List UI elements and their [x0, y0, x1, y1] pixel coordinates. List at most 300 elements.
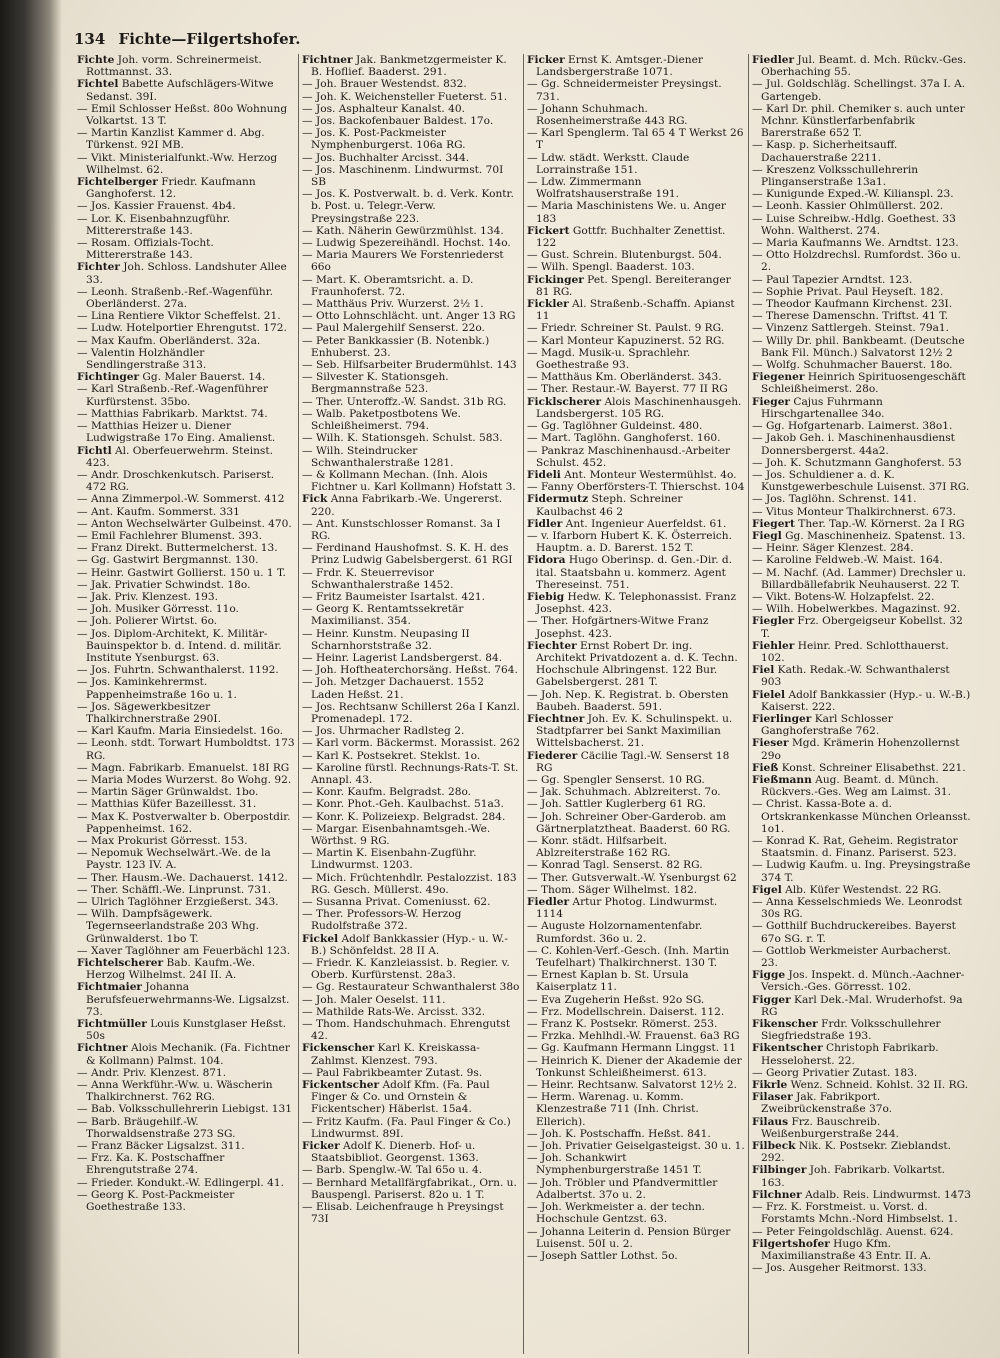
running-title: Fichte—Filgertshofer.: [118, 30, 301, 48]
entry-details: — Heinrich K. Diener der Akademie der Tonkunst Schleißheimerst. 613.: [527, 1054, 742, 1079]
entry-details: — Martin Kanzlist Kammer d. Abg. Türkenst. 92I MB.: [77, 127, 265, 152]
directory-entry: [752, 188, 971, 200]
entry-details: — Bab. Volksschullehrerin Liebigst. 131: [77, 1103, 293, 1116]
directory-entry: [752, 1067, 971, 1079]
directory-entry: [302, 115, 520, 127]
entry-details: — Johanna Leiterin d. Pension Bürger Luisenst. 50I u. 2.: [527, 1225, 731, 1250]
entry-details: Gg. Maler Bauerst. 14.: [139, 371, 266, 384]
entry-details: — Jos. Buchhalter Arcisst. 344.: [302, 151, 470, 164]
entry-details: — Jos. K. Post-Packmeister Nymphenburgerst. 106a RG.: [302, 127, 466, 152]
entry-details: — Gottlob Werkmeister Aurbacherst. 23.: [752, 944, 951, 970]
entry-details: — Valentin Holzhändler Sendlingerstraße 313.: [77, 346, 207, 372]
entry-details: — Friedr. Schreiner St. Paulst. 9 RG.: [527, 322, 725, 335]
directory-entry: [752, 249, 971, 273]
directory-entry: [77, 506, 295, 518]
entry-details: — Gg. Gastwirt Bergmannst. 130.: [77, 554, 259, 567]
entry-details: Louis Kunstglaser Heßst. 50s: [86, 1018, 286, 1043]
entry-details: Artur Photog. Lindwurmst. 1114: [536, 896, 718, 921]
entry-details: — Ant. Kunstschlosser Romanst. 3a I RG.: [302, 517, 501, 542]
directory-entry: [752, 945, 971, 969]
directory-entry: [77, 945, 295, 957]
entry-details: — Friedr. K. Kanzleiassist. b. Regier. v. Oberb. Kurfürstenst. 28a3.: [302, 957, 510, 982]
directory-entry: [77, 383, 295, 407]
entry-details: Joh. Ev. K. Schulinspekt. u. Stadtpfarrer bei Sankt Maximilian Wittelsbacherst. 21.: [536, 712, 733, 750]
directory-entry: [302, 408, 520, 432]
entry-details: — Nepomuk Wechselwärt.-We. de la Paystr. 123 IV. A.: [77, 847, 271, 872]
directory-entry: [77, 1079, 295, 1103]
directory-entry: [752, 286, 971, 298]
entry-details: — Joh. Privatier Geiselgasteigst. 30 u. 1.: [527, 1140, 745, 1153]
directory-entry: [527, 481, 745, 493]
directory-entry: [302, 737, 520, 749]
entry-details: — Joh. Maler Oeselst. 111.: [302, 993, 446, 1006]
entry-details: — Gg. Kaufmann Hermann Linggst. 11: [527, 1042, 736, 1055]
entry-details: — Karl vorm. Bäckermst. Morassist. 262: [302, 737, 520, 750]
directory-entry: [302, 396, 520, 408]
entry-surname: Ficklscherer: [527, 395, 602, 408]
entry-surname: Fickert: [527, 224, 570, 237]
entry-details: — Eva Zugeherin Heßst. 92o SG.: [527, 993, 705, 1006]
entry-details: — Joh. Polierer Wirtst. 6o.: [77, 615, 218, 628]
directory-entry: [302, 1201, 520, 1225]
entry-details: — & Kollmann Mechan. (Inh. Alois Fichtner u. Karl Kollmann) Hofstatt 3.: [302, 468, 516, 494]
directory-entry: [527, 689, 745, 713]
directory-entry: [752, 1226, 971, 1238]
entry-details: Jak. Fabrikport. Zweibrückenstraße 37o.: [761, 1091, 893, 1116]
directory-entry: [527, 1042, 745, 1054]
entry-details: — Jak. Schuhmach. Ablzreiterst. 7o.: [527, 786, 721, 799]
directory-entry: [527, 1201, 745, 1225]
directory-column-4: [749, 54, 974, 1354]
directory-entry: [752, 371, 971, 395]
entry-details: — Konrad Tagl. Senserst. 82 RG.: [527, 859, 703, 872]
directory-entry: [527, 798, 745, 810]
directory-entry: [302, 798, 520, 810]
entry-surname: Fiedler: [752, 54, 795, 66]
entry-details: Adolf Bankkassier (Hyp.- u. W.-B.) Schönfeldst. 28 II A.: [311, 932, 508, 957]
entry-details: — Anton Wechselwärter Gulbeinst. 470.: [77, 517, 292, 530]
directory-entry: [527, 249, 745, 261]
entry-details: Bab. Kaufm.-We. Herzog Wilhelmst. 24I II. A.: [86, 957, 256, 982]
entry-surname: Filbinger: [752, 1164, 807, 1177]
entry-surname: Fiel: [752, 664, 775, 677]
entry-details: — Karl Spenglerm. Tal 65 4 T Werkst 26 T: [527, 127, 744, 152]
directory-entry: [752, 994, 971, 1018]
directory-entry: [527, 945, 745, 969]
entry-details: — Joh. Musiker Görresst. 11o.: [77, 603, 239, 616]
directory-entry: [77, 628, 295, 665]
directory-entry: [752, 542, 971, 554]
directory-entry: [527, 176, 745, 200]
directory-entry: [752, 530, 971, 542]
entry-surname: Fiechter: [527, 639, 577, 652]
entry-details: — Theodor Kaufmann Kirchenst. 23I.: [752, 298, 953, 311]
directory-entry: [302, 1140, 520, 1164]
entry-details: — Gg. Taglöhner Guldeinst. 480.: [527, 420, 703, 433]
entry-details: — Gotthilf Buchdruckereibes. Bayerst 67o SG. r. T.: [752, 920, 956, 945]
entry-details: — Wilh. Hobelwerkbes. Magazinst. 92.: [752, 603, 961, 616]
directory-entry: [752, 640, 971, 664]
directory-entry: [302, 542, 520, 566]
directory-entry: [752, 469, 971, 493]
directory-entry: [752, 1116, 971, 1140]
directory-entry: [527, 920, 745, 944]
entry-details: — Martin Säger Grünwaldst. 1bo.: [77, 786, 259, 799]
entry-details: — Joh. K. Weichensteller Fueterst. 51.: [302, 90, 508, 103]
directory-entry: [302, 1018, 520, 1042]
directory-entry: [752, 689, 971, 713]
entry-details: Aug. Beamt. d. Münch. Rückvers.-Ges. Weg am Laimst. 31.: [761, 773, 951, 799]
entry-details: — M. Nachf. (Ad. Lammer) Drechsler u. Billardbällefabrik Neuhauserst. 22 T.: [752, 566, 967, 591]
directory-entry: [302, 1164, 520, 1176]
directory-entry: [302, 872, 520, 896]
entry-surname: Fichter: [77, 261, 120, 274]
entry-details: — Ant. Kaufm. Sommerst. 331: [77, 505, 240, 518]
directory-entry: [527, 152, 745, 176]
directory-entry: [77, 884, 295, 896]
directory-column-1: [74, 54, 299, 1354]
directory-entry: [527, 469, 745, 481]
entry-details: Al. Oberfeuerwehrm. Steinst. 423.: [86, 444, 273, 469]
entry-details: Cäcilie Tagl.-W. Senserst 18 RG: [536, 749, 730, 774]
entry-details: — Ulrich Taglöhner Erzgießerst. 343.: [77, 896, 279, 909]
entry-details: — Wilh. Dampfsägewerk. Tegernseerlandstraße 203 Whg. Grünwalderst. 1bo T.: [77, 908, 260, 945]
directory-entry: [77, 798, 295, 810]
entry-details: Anna Fabrikarb.-We. Ungererst. 220.: [311, 493, 503, 518]
entry-details: — Ther. Unteroffz.-W. Sandst. 31b RG.: [302, 395, 507, 408]
entry-details: Mgd. Krämerin Hohenzollernst 29o: [761, 737, 960, 762]
directory-entry: [527, 432, 745, 444]
directory-entry: [752, 896, 971, 920]
directory-entry: [77, 579, 295, 591]
entry-details: — Christ. Kassa-Bote a. d. Ortskrankenkasse München Orleansst. 1o1.: [752, 798, 971, 835]
directory-entry: [77, 1116, 295, 1140]
entry-details: — Matthias Fabrikarb. Marktst. 74.: [77, 407, 268, 420]
entry-details: — Frz. K. Forstmeist. u. Vorst. d. Forstamts Mchn.-Nord Himbselst. 1.: [752, 1201, 958, 1226]
entry-surname: Fidler: [527, 517, 563, 530]
entry-details: — Ther. Schäffl.-We. Linprunst. 731.: [77, 883, 272, 896]
entry-surname: Filgertshofer: [752, 1237, 830, 1250]
directory-entry: [77, 1140, 295, 1152]
directory-entry: [77, 469, 295, 493]
directory-entry: [752, 713, 971, 737]
directory-entry: [77, 310, 295, 322]
directory-entry: [77, 335, 295, 347]
directory-entry: [302, 237, 520, 249]
directory-entry: [302, 652, 520, 664]
directory-entry: [752, 457, 971, 469]
entry-details: — Emil Fachlehrer Blumenst. 393.: [77, 529, 262, 542]
book-binding-shadow: [0, 0, 62, 1358]
entry-details: Alb. Küfer Westendst. 22 RG.: [781, 883, 942, 896]
directory-entry: [752, 1238, 971, 1262]
entry-details: Hedw. K. Telephonassist. Franz Josephst. 423.: [536, 590, 737, 616]
entry-details: Joh. Fabrikarb. Volkartst. 163.: [761, 1164, 946, 1189]
directory-entry: [302, 811, 520, 823]
entry-surname: Fießmann: [752, 773, 812, 786]
entry-surname: Fichte: [77, 54, 115, 66]
directory-entry: [752, 798, 971, 835]
entry-surname: Fickler: [527, 298, 569, 311]
directory-entry: [77, 872, 295, 884]
directory-entry: [752, 310, 971, 322]
entry-details: — Pankraz Maschinenhausd.-Arbeiter Schulst. 452.: [527, 444, 731, 469]
directory-entry: [77, 774, 295, 786]
directory-entry: [752, 322, 971, 334]
directory-entry: [302, 750, 520, 762]
directory-entry: [527, 383, 745, 395]
entry-surname: Fichtinger: [77, 371, 140, 384]
entry-details: Frz. Obergeigseur Kobellst. 32 T.: [761, 615, 963, 640]
entry-details: Adolf K. Dienerb. Hof- u. Staatsbibliot. Georgenst. 1363.: [311, 1140, 479, 1165]
directory-entry: [302, 371, 520, 395]
entry-details: — Luise Schreibw.-Hdlg. Goethest. 33 Wohn. Waltherst. 274.: [752, 212, 956, 237]
directory-entry: [752, 518, 971, 530]
entry-details: — Vikt. Botens-W. Holzapfelst. 22.: [752, 590, 935, 603]
entry-surname: Filchner: [752, 1188, 802, 1201]
entry-details: — Maria Modes Wurzerst. 8o Wohg. 92.: [77, 773, 292, 786]
entry-details: — Matthäus Km. Oberländerst. 343.: [527, 371, 722, 384]
entry-details: — Konr. städt. Hilfsarbeit. Ablzreiterstraße 162 RG.: [527, 835, 671, 860]
directory-entry: [752, 139, 971, 163]
entry-details: — Joh. Sattler Kuglerberg 61 RG.: [527, 798, 706, 811]
directory-entry: [752, 737, 971, 761]
entry-details: — Joh. K. Schutzmann Ganghoferst. 53: [752, 456, 962, 469]
entry-details: — Ldw. Zimmermann Wolfratshauserstraße 191.: [527, 176, 680, 201]
entry-surname: Fichtmaier: [77, 981, 143, 994]
directory-entry: [77, 1042, 295, 1066]
directory-entry: [77, 908, 295, 945]
entry-details: — Jos. Rechtsanw Schillerst 26a I Kanzl. Promenadepl. 172.: [302, 700, 520, 725]
entry-surname: Fikentscher: [752, 1042, 823, 1055]
entry-details: — Joh. K. Postschaffn. Heßst. 841.: [527, 1127, 711, 1140]
entry-details: — Joh. Nep. K. Registrat. b. Obersten Baubeh. Baaderst. 591.: [527, 688, 729, 713]
entry-details: — Jos. Kassier Frauenst. 4b4.: [77, 200, 236, 213]
directory-entry: [752, 493, 971, 505]
entry-details: — Maria Kaufmanns We. Arndtst. 123.: [752, 237, 959, 250]
directory-entry: [752, 274, 971, 286]
directory-entry: [77, 530, 295, 542]
directory-entry: [302, 469, 520, 493]
directory-entry: [527, 1091, 745, 1128]
entry-surname: Fiegl: [752, 529, 782, 542]
directory-entry: [527, 859, 745, 871]
entry-details: — Heinr. Kunstm. Neupasing II Scharnhorststraße 32.: [302, 627, 470, 652]
entry-details: — v. Ifarborn Hubert K. K. Österreich. Hauptm. a. D. Barerst. 152 T.: [527, 529, 732, 555]
directory-entry: [527, 445, 745, 469]
directory-entry: [77, 603, 295, 615]
directory-entry: [77, 322, 295, 334]
entry-details: — Paul Malergehilf Senserst. 22o.: [302, 322, 485, 335]
entry-details: Cajus Fuhrmann Hirschgartenallee 34o.: [761, 395, 885, 420]
directory-entry: [752, 615, 971, 639]
entry-details: — Fanny Oberförsters-T. Thierschst. 104: [527, 481, 745, 494]
directory-entry: [77, 567, 295, 579]
entry-surname: Ficker: [527, 54, 565, 66]
entry-details: Ant. Ingenieur Auerfeldst. 61.: [562, 517, 727, 530]
entry-details: — Georg K. Post-Packmeister Goethestraße 133.: [77, 1188, 235, 1214]
entry-surname: Fickinger: [527, 273, 584, 286]
entry-surname: Fieß: [752, 761, 779, 774]
entry-details: Joh. vorm. Schreinermeist. Rottmannst. 33.: [86, 54, 262, 79]
directory-entry: [752, 1189, 971, 1201]
entry-details: — Joh. Schankwirt Nymphenburgerstraße 1451 T.: [527, 1152, 702, 1177]
entry-surname: Fichtner: [77, 1042, 128, 1055]
entry-details: Al. Straßenb.-Schaffn. Apianst 11: [536, 298, 735, 323]
entry-details: Pet. Spengl. Bereiteranger 81 RG.: [536, 273, 731, 298]
entry-details: — Mart. Taglöhn. Ganghoferst. 160.: [527, 432, 721, 445]
entry-details: — Andr. Priv. Klenzest. 871.: [77, 1066, 227, 1079]
entry-surname: Fichtl: [77, 444, 112, 457]
directory-entry: [77, 518, 295, 530]
entry-surname: Fiebig: [527, 590, 565, 603]
entry-surname: Ficker: [302, 1140, 340, 1153]
entry-details: — Vitus Monteur Thalkirchnerst. 673.: [752, 505, 956, 518]
entry-details: — Franz Direkt. Buttermelcherst. 13.: [77, 542, 278, 555]
entry-surname: Filaser: [752, 1091, 793, 1104]
entry-details: — Jos. K. Postverwalt. b. d. Verk. Kontr. b. Post. u. Telegr.-Verw. Preysingstraße 223.: [302, 188, 514, 225]
directory-entry: [527, 1006, 745, 1018]
entry-surname: Fiederer: [527, 749, 578, 762]
entry-details: — Heinr. Säger Klenzest. 284.: [752, 542, 914, 555]
directory-entry: [752, 1201, 971, 1225]
entry-details: — Gg. Restaurateur Schwanthalerst 38o: [302, 981, 520, 994]
directory-entry: [752, 554, 971, 566]
directory-entry: [302, 298, 520, 310]
directory-entry: [77, 237, 295, 261]
entry-details: — Jos. Asphalteur Kanalst. 40.: [302, 102, 465, 115]
entry-details: Adolf Kfm. (Fa. Paul Finger & Co. und Ornstein & Fickentscher) Häberlst. 15a4.: [311, 1079, 490, 1116]
directory-entry: [527, 261, 745, 273]
directory-entry: [752, 969, 971, 993]
directory-entry: [77, 701, 295, 725]
entry-details: — Gg. Schneidermeister Preysingst. 731.: [527, 78, 722, 103]
entry-surname: Fielel: [752, 688, 786, 701]
directory-entry: [527, 615, 745, 639]
directory-entry: [302, 91, 520, 103]
directory-entry: [752, 78, 971, 102]
entry-details: — Jos. Fuhrtn. Schwanthalerst. 1192.: [77, 664, 279, 677]
directory-entry: [77, 1177, 295, 1189]
entry-details: — Ludw. Hotelportier Ehrengutst. 172.: [77, 322, 287, 335]
entry-details: — Maria Maurers We Forstenriederst 66o: [302, 249, 504, 274]
directory-entry: [752, 884, 971, 896]
directory-entry: [77, 811, 295, 835]
entry-details: Nik. K. Postsekr. Zieblandst. 292.: [761, 1140, 952, 1165]
entry-details: Babette Aufschlägers-Witwe Sedanst. 39I.: [86, 78, 274, 103]
directory-entry: [527, 774, 745, 786]
entry-details: — Karoline Feldweb.-W. Maist. 164.: [752, 554, 943, 567]
entry-details: — Magd. Musik-u. Sprachlehr. Goethestraße 93.: [527, 346, 691, 372]
entry-details: Konst. Schreiner Elisabethst. 221.: [778, 761, 966, 774]
directory-entry: [77, 1103, 295, 1115]
entry-details: — Jos. Taglöhn. Schrenst. 141.: [752, 493, 917, 506]
entry-surname: Fiechtner: [527, 712, 585, 725]
directory-entry: [527, 811, 745, 835]
entry-details: — Joseph Sattler Lothst. 5o.: [527, 1249, 678, 1262]
directory-entry: [77, 591, 295, 603]
entry-details: — Ernest Kaplan b. St. Ursula Kaiserplatz 11.: [527, 969, 689, 994]
directory-entry: [752, 1140, 971, 1164]
entry-details: — Ludwig Spezereihändl. Hochst. 14o.: [302, 237, 511, 250]
entry-details: — Paul Fabrikbeamter Zutast. 9s.: [302, 1066, 483, 1079]
entry-details: — Thom. Säger Wilhelmst. 182.: [527, 883, 698, 896]
entry-details: — Jak. Privatier Schwindst. 18o.: [77, 578, 251, 591]
directory-entry: [302, 1006, 520, 1018]
directory-entry: [77, 1152, 295, 1176]
entry-details: — Jos. Ausgeher Reitmorst. 133.: [752, 1262, 927, 1275]
directory-entry: [752, 603, 971, 615]
entry-surname: Fikrle: [752, 1079, 788, 1092]
directory-entry: [302, 188, 520, 225]
entry-details: Jos. Inspekt. d. Münch.-Aachner-Versich.-Ges. Görresst. 102.: [761, 969, 965, 994]
directory-entry: [527, 298, 745, 322]
entry-details: — Martin K. Eisenbahn-Zugführ. Lindwurmst. 1203.: [302, 847, 477, 872]
entry-details: — Ldw. städt. Werkstt. Claude Lorrainstraße 151.: [527, 151, 690, 176]
directory-entry: [527, 1250, 745, 1262]
entry-surname: Fichtner: [302, 54, 353, 66]
entry-surname: Fiegener: [752, 371, 805, 384]
entry-details: — Anna Zimmerpol.-W. Sommerst. 412: [77, 493, 285, 506]
directory-entry: [77, 261, 295, 285]
directory-entry: [752, 1042, 971, 1066]
entry-details: — Joh. Brauer Westendst. 832.: [302, 78, 467, 91]
entry-details: Gottfr. Buchhalter Zenettist. 122: [536, 224, 726, 250]
entry-details: — Sophie Privat. Paul Heyseſt. 182.: [752, 285, 944, 298]
directory-entry: [527, 884, 745, 896]
entry-details: — Gg. Spengler Senserst. 10 RG.: [527, 773, 705, 786]
entry-surname: Fichtel: [77, 78, 119, 91]
entry-details: — Barb. Spenglw.-W. Tal 65o u. 4.: [302, 1164, 483, 1177]
entry-details: — Karl K. Postsekret. Steklst. 1o.: [302, 749, 481, 762]
entry-details: — Peter Bankkassier (B. Notenbk.) Enhuberst. 23.: [302, 334, 490, 359]
directory-entry: [752, 835, 971, 859]
entry-details: — Barb. Bräugehilf.-W. Thorwaldsenstraße 273 SG.: [77, 1115, 236, 1140]
entry-details: — Jos. Sägewerkbesitzer Thalkirchnerstraße 290I.: [77, 700, 221, 725]
directory-entry: [77, 152, 295, 176]
directory-entry: [302, 1177, 520, 1201]
entry-surname: Fick: [302, 493, 328, 506]
directory-entry: [527, 322, 745, 334]
entry-details: — Frz. Modellschrein. Daiserst. 112.: [527, 1005, 725, 1018]
directory-entry: [302, 847, 520, 871]
page-number: 134: [74, 30, 106, 48]
entry-details: — Jos. Diplom-Architekt, K. Militär-Bauinspektor b. d. Intend. d. militär. Institute Ysenburgst. 63.: [77, 627, 282, 664]
entry-surname: Fiedler: [527, 896, 570, 909]
entry-details: — Ther. Hausm.-We. Dachauerst. 1412.: [77, 871, 288, 884]
entry-details: — Karl Dr. phil. Chemiker s. auch unter Mchnr. Künstlerfarbenfabrik Barerstraße 652 T.: [752, 102, 965, 140]
entry-details: — Margar. Eisenbahnamtsgeh.-We. Wörthst. 9 RG.: [302, 822, 491, 847]
directory-entry: [77, 676, 295, 700]
entry-details: — Konr. K. Polizeiexp. Belgradst. 284.: [302, 810, 506, 823]
directory-column-3: [524, 54, 749, 1354]
entry-details: — Emil Schlosser Heßst. 80o Wohnung Volkartst. 13 T.: [77, 102, 288, 128]
directory-entry: [302, 1042, 520, 1066]
entry-details: — Therese Damenschn. Triftst. 41 T.: [752, 310, 949, 323]
entry-details: — Kreszenz Volksschullehrerin Plinganserstraße 13a1.: [752, 163, 919, 189]
entry-details: Wenz. Schneid. Kohlst. 32 II. RG.: [787, 1079, 969, 1092]
directory-entry: [527, 225, 745, 249]
entry-details: — Karl Straßenb.-Ref.-Wagenführer Kurfürstenst. 35bo.: [77, 383, 269, 408]
directory-columns: [74, 54, 974, 1354]
directory-entry: [77, 200, 295, 212]
directory-entry: [752, 237, 971, 249]
entry-details: Jak. Bankmetzgermeister K. B. Hoflief. Baaderst. 291.: [311, 54, 507, 79]
entry-details: — Wilh. Steindrucker Schwanthalerstraße 1281.: [302, 444, 454, 469]
entry-surname: Fierlinger: [752, 712, 812, 725]
directory-entry: [302, 1067, 520, 1079]
entry-details: Frz. Bauschreib. Weißenburgerstraße 244.: [761, 1115, 900, 1140]
